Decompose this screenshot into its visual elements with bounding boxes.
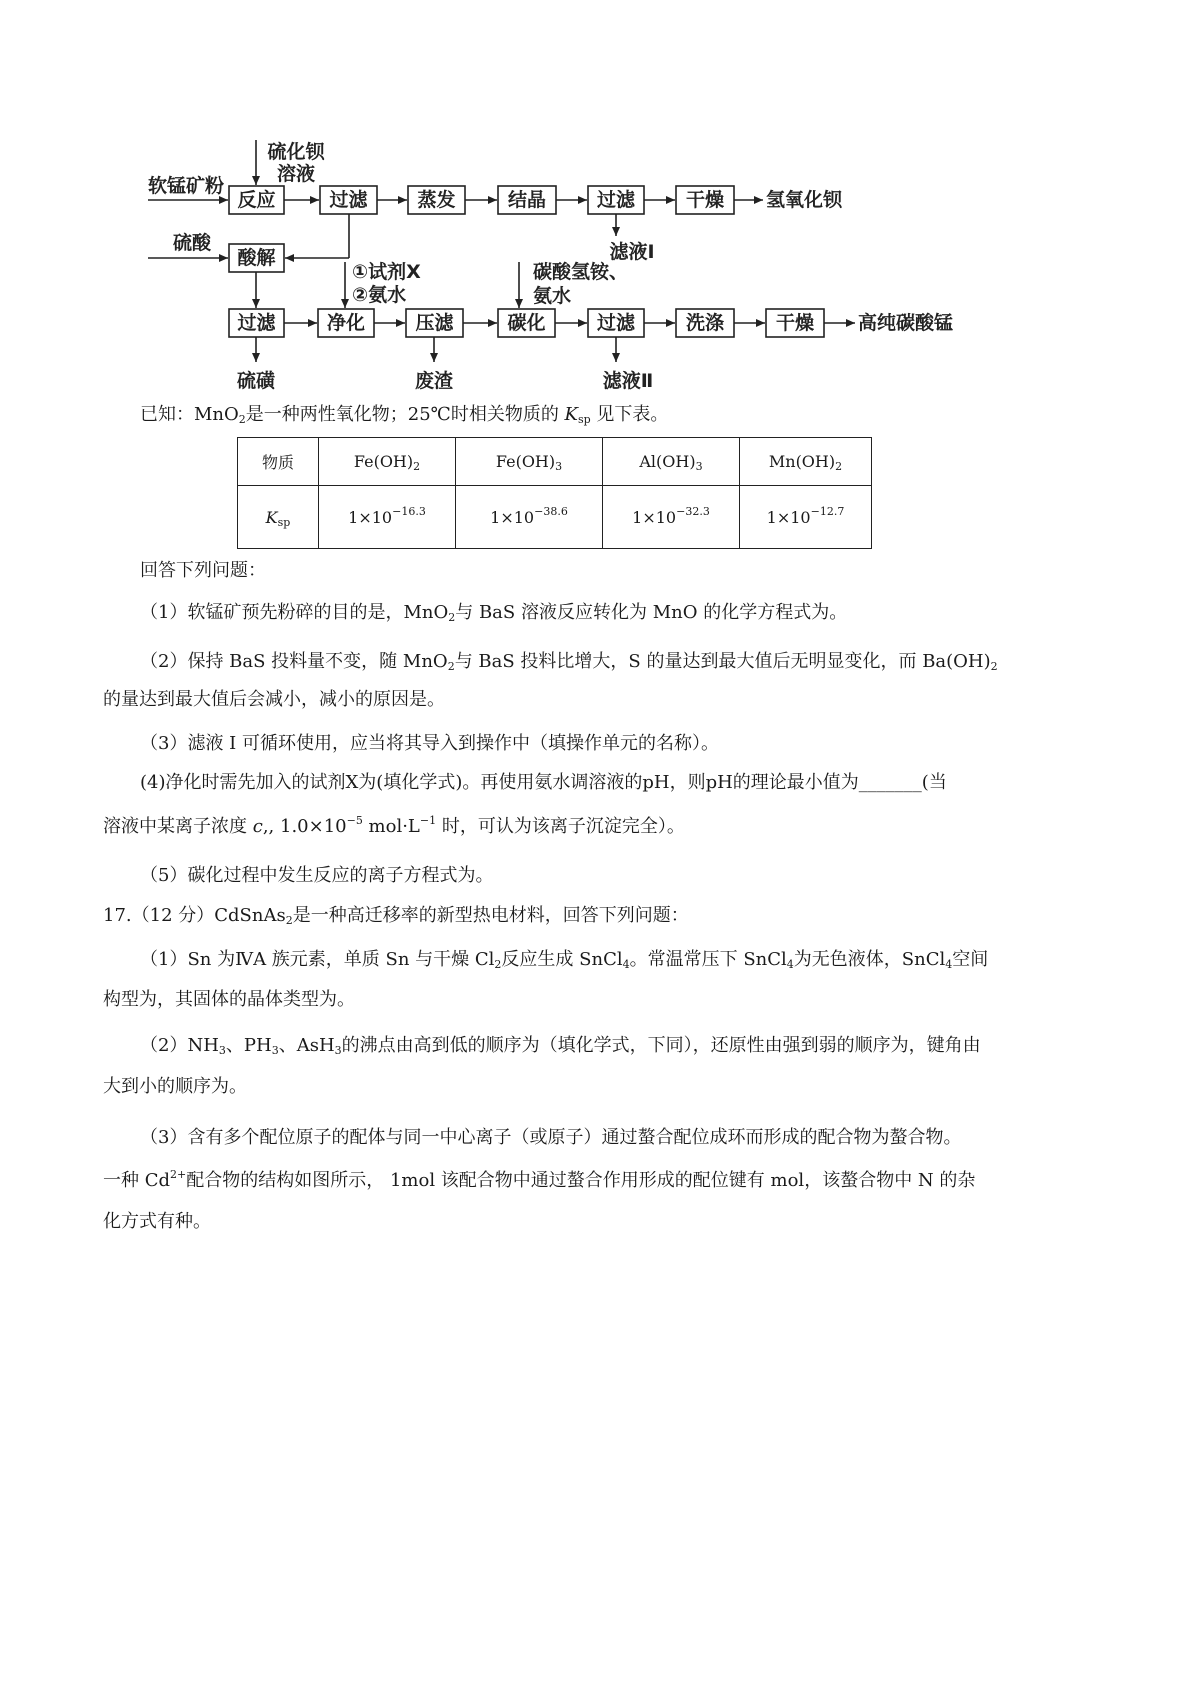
- text-run: 与 BaS 投料比增大，S 的量达到最大值后无明显变化，而 Ba(OH): [454, 651, 991, 672]
- flow-arrowhead: [578, 196, 587, 204]
- table-cell-ksp-value: [603, 486, 740, 549]
- box-reaction: [229, 186, 284, 214]
- text-run: （1）Sn 为ⅣA 族元素，单质 Sn 与干燥 Cl: [140, 949, 495, 970]
- text-run: 回答下列问题：: [140, 560, 266, 581]
- subscript: 2: [238, 413, 246, 426]
- text-run: 化方式有种。: [103, 1211, 211, 1232]
- subscript: 3: [271, 1044, 279, 1057]
- text-run: 空间: [952, 949, 989, 970]
- subscript: 2: [413, 460, 421, 473]
- box-label: 压滤: [415, 312, 454, 334]
- text-run: Fe(OH): [495, 452, 556, 471]
- subscript: 4: [622, 958, 630, 971]
- subscript: 4: [945, 958, 953, 971]
- question-16-4-cont: [103, 815, 685, 839]
- box-label: 干燥: [685, 189, 725, 211]
- product-manganese-carbonate: 高纯碳酸锰: [858, 312, 954, 334]
- box-label: 过滤: [329, 189, 368, 211]
- text-run: 是一种高迁移率的新型热电材料，回答下列问题：: [292, 905, 689, 926]
- text-run: 配合物的结构如图所示， 1mol 该配合物中通过螯合作用形成的配位键有 mol，该螯合物中 N 的杂: [186, 1170, 976, 1191]
- flow-arrowhead: [398, 196, 407, 204]
- text-run: 一种 Cd: [103, 1170, 171, 1191]
- superscript: −5: [346, 814, 363, 827]
- text-run: 1×10: [490, 507, 535, 527]
- text-run: 已知：MnO: [140, 404, 239, 425]
- text-run: 为无色液体，SnCl: [793, 949, 946, 970]
- subscript: 4: [786, 958, 794, 971]
- box-label: 碳化: [507, 312, 546, 334]
- box-carbonize: [498, 309, 555, 337]
- flow-arrowhead: [310, 196, 319, 204]
- text-run: Mn(OH): [768, 452, 836, 471]
- table-cell-ksp-value: [456, 486, 603, 549]
- box-label: 净化: [326, 312, 366, 334]
- flow-arrowhead: [488, 196, 497, 204]
- italic-symbol: c: [252, 816, 263, 837]
- flow-arrowhead: [430, 353, 438, 362]
- subscript: 3: [334, 1044, 342, 1057]
- table-cell-compound: [603, 438, 740, 486]
- text-run: （2）NH: [140, 1035, 219, 1056]
- flow-arrowhead: [252, 299, 260, 308]
- flow-arrowhead: [756, 319, 765, 327]
- box-acid-dissolve: [229, 244, 284, 272]
- table-cell-compound: [319, 438, 456, 486]
- question-16-2-cont: [103, 688, 445, 712]
- box-label: 酸解: [237, 247, 276, 269]
- flow-arrowhead: [488, 319, 497, 327]
- flow-arrowhead: [219, 254, 228, 262]
- carbonation-reagent-label: 碳酸氢铵、: [533, 261, 629, 283]
- text-run: 反应生成 SnCl: [501, 949, 623, 970]
- superscript: −1: [419, 814, 437, 827]
- box-filter-1: [320, 186, 377, 214]
- subscript: 2: [448, 611, 456, 624]
- box-filter-3: [229, 309, 284, 337]
- product-barium-hydroxide: 氢氧化钡: [766, 189, 843, 211]
- question-17-2-cont: [103, 1075, 247, 1099]
- text-run: （2）保持 BaS 投料量不变，随 MnO: [140, 651, 448, 672]
- ksp-table: [237, 437, 872, 549]
- text-run: （3）滤液 I 可循环使用，应当将其导入到操作中（填操作单元的名称）。: [140, 733, 720, 754]
- text-run: Fe(OH): [353, 452, 414, 471]
- box-dry-2: [766, 309, 824, 337]
- text-run: 大到小的顺序为。: [103, 1076, 247, 1097]
- question-16-1: [140, 601, 847, 625]
- reagent-x-label: ①试剂X: [352, 261, 421, 283]
- text-run: 1×10: [348, 507, 393, 527]
- question-16-5: [140, 864, 493, 888]
- text-run: 、AsH: [278, 1035, 335, 1056]
- italic-symbol: K: [265, 507, 278, 527]
- text-run: 物质: [261, 453, 294, 472]
- box-label: 干燥: [775, 312, 815, 334]
- question-17-3-cont-2: [103, 1210, 211, 1234]
- text-run: Al(OH): [639, 452, 696, 471]
- table-cell-ksp-header: [238, 486, 319, 549]
- byproduct-sulfur-label: 硫磺: [236, 370, 276, 392]
- filtrate-1-label: 滤液Ⅰ: [609, 241, 655, 263]
- subscript: 2: [285, 914, 293, 927]
- answer-prompt: [140, 559, 266, 583]
- table-cell-compound: [740, 438, 872, 486]
- table-body: [238, 438, 872, 549]
- box-filter-2: [588, 186, 644, 214]
- flow-arrowhead: [252, 176, 260, 185]
- table-cell-compound: [456, 438, 603, 486]
- reagent-ammonia-label: ②氨水: [352, 284, 407, 306]
- subscript: 3: [218, 1044, 226, 1057]
- flow-arrowhead: [252, 353, 260, 362]
- text-run: 1×10: [632, 507, 677, 527]
- text-run: 、PH: [225, 1035, 272, 1056]
- flow-arrowhead: [396, 319, 405, 327]
- superscript: −12.7: [810, 504, 845, 518]
- text-run: 构型为，其固体的晶体类型为。: [103, 989, 355, 1010]
- subscript: sp: [277, 515, 291, 529]
- text-run: 的量达到最大值后会减小，减小的原因是。: [103, 689, 445, 710]
- table-ksp-row: [238, 486, 872, 549]
- text-run: 是一种两性氧化物；25℃时相关物质的: [245, 404, 565, 425]
- table-cell-ksp-value: [740, 486, 872, 549]
- table-cell-substance-header: [238, 438, 319, 486]
- superscript: −32.3: [676, 504, 710, 518]
- question-16-2: [140, 650, 998, 674]
- flow-arrowhead: [754, 196, 763, 204]
- subscript: 2: [835, 460, 843, 473]
- box-filter-4: [588, 309, 644, 337]
- input-bas-label: 硫化钡: [267, 141, 325, 163]
- subscript: 3: [555, 460, 563, 473]
- flow-arrowhead: [612, 353, 620, 362]
- box-press-filter: [406, 309, 463, 337]
- text-run: 溶液中某离子浓度: [103, 816, 253, 837]
- italic-symbol: K: [564, 404, 578, 425]
- carbonation-reagent-label-2: 氨水: [533, 285, 572, 307]
- subscript: 3: [695, 460, 703, 473]
- flow-arrowhead: [578, 319, 587, 327]
- text-run: （5）碳化过程中发生反应的离子方程式为。: [140, 865, 494, 886]
- text-run: (4)净化时需先加入的试剂X为(填化学式)。再使用氨水调溶液的pH，则pH的理论最小值为_______(当: [140, 772, 947, 793]
- question-17-heading: [103, 904, 689, 928]
- flow-arrowhead: [219, 196, 228, 204]
- subscript: 2: [990, 660, 998, 673]
- process-flow-diagram: [0, 0, 1000, 400]
- superscript: −38.6: [534, 504, 568, 518]
- text-run: mol·L: [362, 816, 420, 837]
- flow-arrowhead: [666, 319, 675, 327]
- box-wash: [676, 309, 734, 337]
- box-label: 蒸发: [417, 189, 456, 211]
- text-run: 时，可认为该离子沉淀完全）。: [436, 816, 685, 837]
- input-acid-label: 硫酸: [172, 232, 212, 254]
- box-dry-1: [676, 186, 734, 214]
- superscript: 2+: [170, 1168, 187, 1181]
- question-16-3: [140, 732, 719, 756]
- text-run: 的沸点由高到低的顺序为（填化学式，下同），还原性由强到弱的顺序为，键角由: [341, 1035, 981, 1056]
- table-cell-ksp-value: [319, 486, 456, 549]
- question-17-1-cont: [103, 988, 355, 1012]
- flow-arrowhead: [666, 196, 675, 204]
- input-bas-label-2: 溶液: [276, 163, 316, 185]
- box-purify: [318, 309, 374, 337]
- box-label: 过滤: [596, 312, 636, 334]
- box-label: 反应: [237, 189, 276, 211]
- superscript: −16.3: [392, 504, 426, 518]
- text-run: （3）含有多个配位原子的配体与同一中心离子（或原子）通过螯合配位成环而形成的配合物为螯合物。: [140, 1127, 962, 1148]
- box-label: 过滤: [596, 189, 636, 211]
- filtrate-2-label: 滤液Ⅱ: [602, 370, 654, 392]
- text-run: 见下表。: [590, 404, 669, 425]
- box-label: 结晶: [507, 189, 547, 211]
- text-run: （1）软锰矿预先粉碎的目的是，MnO: [140, 602, 449, 623]
- text-run: 1×10: [766, 507, 811, 527]
- question-17-3: [140, 1126, 961, 1150]
- text-run: 与 BaS 溶液反应转化为 MnO 的化学方程式为。: [455, 602, 848, 623]
- question-17-3-cont: [103, 1169, 975, 1193]
- question-17-1: [140, 948, 988, 972]
- table-header-row: [238, 438, 872, 486]
- byproduct-residue-label: 废渣: [414, 370, 454, 392]
- flow-arrowhead: [308, 319, 317, 327]
- text-run: ,, 1.0×10: [262, 816, 347, 837]
- box-label: 过滤: [237, 312, 276, 334]
- subscript: 2: [447, 660, 455, 673]
- box-evaporate: [408, 186, 465, 214]
- flow-arrowhead: [285, 254, 294, 262]
- subscript: 2: [494, 958, 502, 971]
- given-info-line: [140, 403, 668, 427]
- box-label: 洗涤: [685, 312, 725, 334]
- flow-arrowhead: [515, 299, 523, 308]
- flow-arrowhead: [612, 227, 620, 236]
- text-run: 17.（12 分）CdSnAs: [103, 905, 286, 926]
- question-17-2: [140, 1034, 981, 1058]
- flow-arrowhead: [341, 299, 349, 308]
- subscript: sp: [578, 413, 591, 426]
- input-ore-label: 软锰矿粉: [147, 175, 225, 197]
- text-run: 。常温常压下 SnCl: [629, 949, 787, 970]
- question-16-4: [140, 771, 947, 795]
- box-crystallize: [498, 186, 556, 214]
- flow-arrowhead: [846, 319, 855, 327]
